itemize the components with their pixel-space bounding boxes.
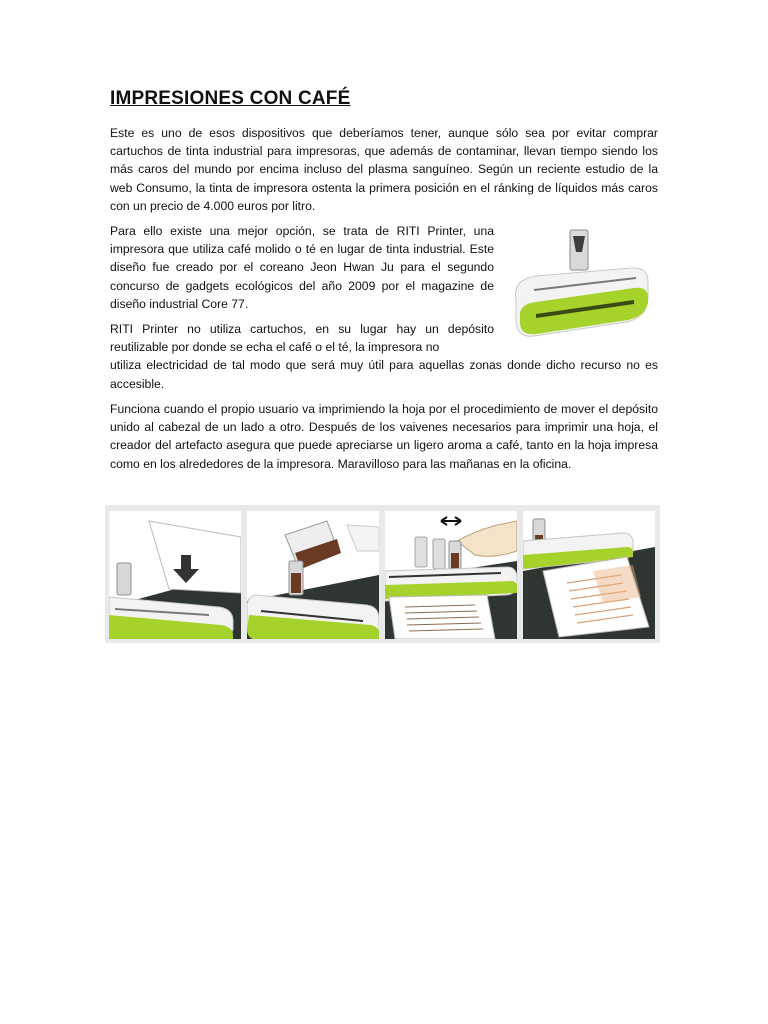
paragraph-intro: Este es uno de esos dispositivos que deberíamos tener, aunque sólo sea por evitar comprar cartuchos de tinta industrial para impresoras, que además de contaminar, llevan tiempo siendo los más caros del mundo por encima incluso del plasma sanguíneo. Según un reciente estudio de la web Consumo, la tinta de impresora ostenta la primera posición en el ránking de líquidos más caros con un precio de 4.000 euros por litro. [110, 126, 658, 213]
step-1-panel [109, 511, 241, 639]
step-2-panel [247, 511, 379, 639]
paragraph-riti-printer: Para ello existe una mejor opción, se trata de RITI Printer, una impresora que utiliza café molido o té en lugar de tinta industrial. Este diseño fue creado por el coreano Jeon Hwan Ju para el segundo concurso de gadgets ecológicos del año 2009 por el magazine de diseño industrial Core 77. [110, 224, 494, 311]
paragraph-how-it-works: Funciona cuando el propio usuario va imprimiendo la hoja por el procedimiento de mover el depósito unido al cabezal de un lado a otro. Después de los vaivenes necesarios para imprimir una hoja, el creador del artefacto asegura que puede apreciarse un ligero aroma a café, tanto en la hoja impresa como en los alrededores de la impresora. Maravilloso para las mañanas en la oficina. [110, 402, 658, 471]
step-4-panel [523, 511, 655, 639]
step-3-panel [385, 511, 517, 639]
instruction-strip [105, 505, 660, 643]
paragraph-no-cartridges-lead: RITI Printer no utiliza cartuchos, en su lugar hay un depósito reutilizable por donde se echa el café o el té, la impresora no [110, 322, 494, 355]
article-title: IMPRESIONES CON CAFÉ [110, 88, 351, 109]
paragraph-no-cartridges-rest: utiliza electricidad de tal modo que será muy útil para aquellas zonas donde dicho recurso no es accesible. [110, 358, 658, 391]
printer-photo [506, 222, 656, 347]
